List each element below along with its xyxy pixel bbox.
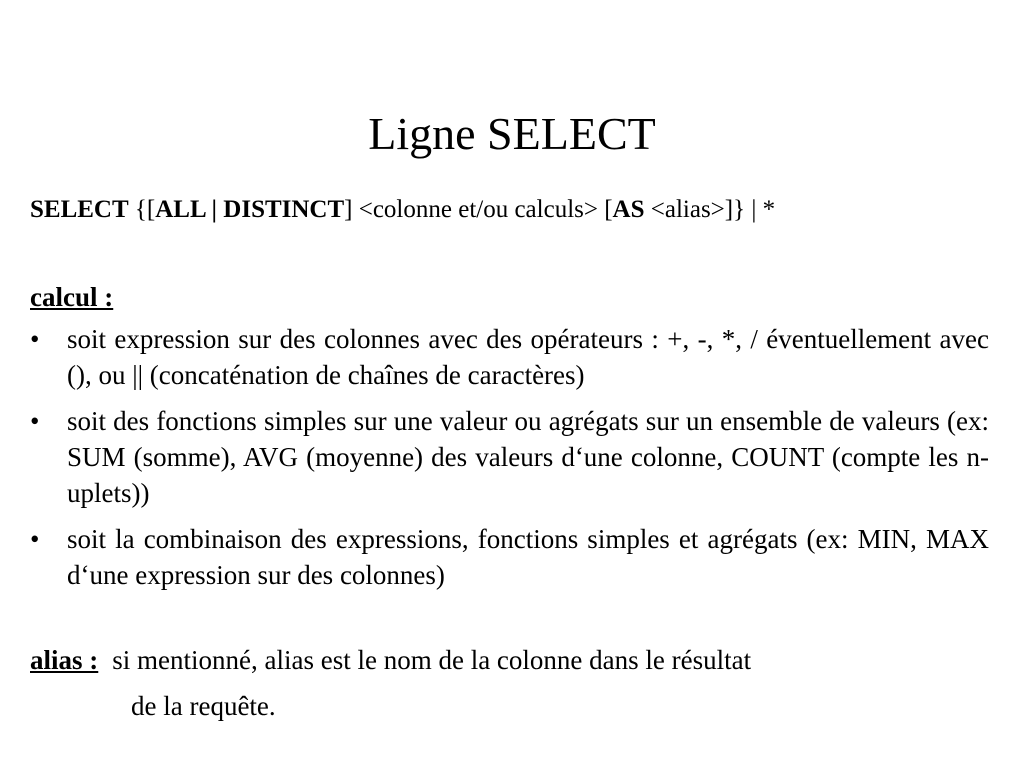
bullet-item-combination (30, 521, 989, 593)
calcul-label: calcul : (30, 282, 114, 312)
slide-title: Ligne SELECT (368, 108, 656, 159)
alias-definition (30, 642, 751, 678)
alias-text: si mentionné, alias est le nom de la colonne dans le résultat (112, 645, 752, 675)
syntax-open-brace: {[ (128, 196, 156, 223)
bullet-marker: • (30, 406, 40, 436)
bullet-text: soit la combinaison des expressions, fonctions simples et agrégats (ex: MIN, MAX d‘une expression sur des colonnes) (67, 524, 989, 590)
bullet-marker: • (30, 524, 40, 554)
bullet-text: soit expression sur des colonnes avec des opérateurs : +, -, *, / éventuellement avec (), ou || (concaténation de chaînes de caractères) (67, 324, 989, 390)
bullet-item-functions (30, 403, 989, 511)
bullet-text: soit des fonctions simples sur une valeur ou agrégats sur un ensemble de valeurs (ex: SUM (somme), AVG (moyenne) des valeurs d‘une colonne, COUNT (compte les n-uplets)) (67, 406, 989, 508)
as-keyword: AS (612, 196, 645, 223)
all-distinct-keywords: ALL | DISTINCT (155, 196, 345, 223)
alias-label: alias : (30, 645, 99, 675)
syntax-alias-tail: <alias>]} | * (644, 196, 776, 223)
calcul-bullet-list (30, 321, 989, 603)
alias-text-continuation: de la requête. (131, 691, 276, 721)
select-syntax (30, 192, 775, 228)
syntax-columns: ] <colonne et/ou calculs> [ (344, 196, 613, 223)
bullet-item-expressions (30, 321, 989, 393)
select-keyword: SELECT (30, 196, 129, 223)
bullet-marker: • (30, 324, 40, 354)
